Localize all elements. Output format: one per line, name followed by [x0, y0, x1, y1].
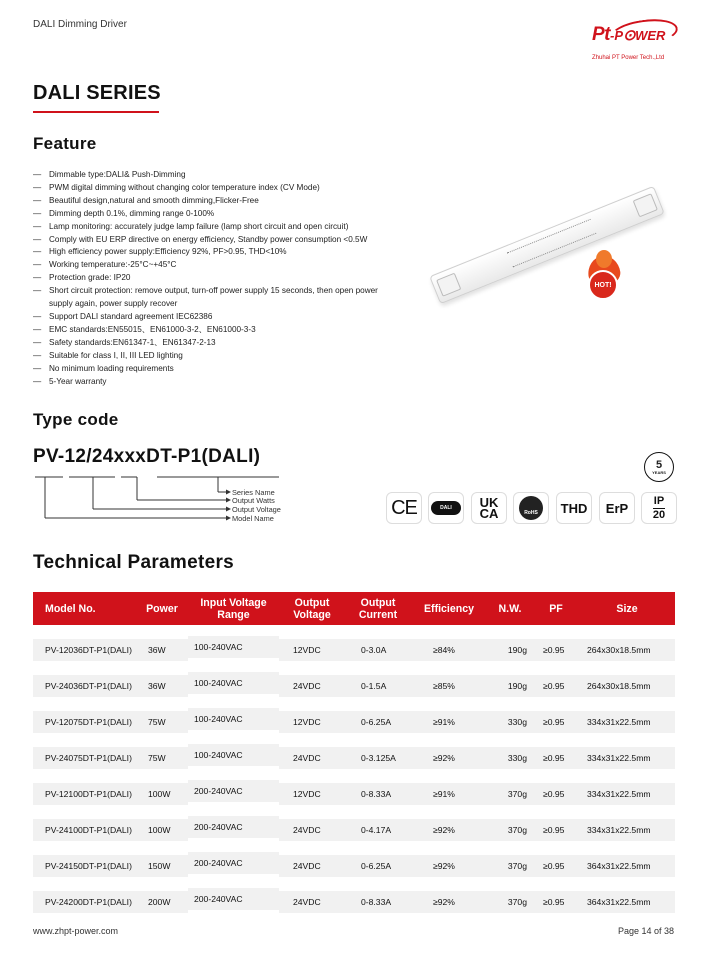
- table-row-spacer: [33, 733, 675, 747]
- output-current-cell: 0-3.125A: [345, 747, 411, 769]
- pf-cell: ≥0.95: [533, 891, 579, 913]
- model-cell: PV-24075DT-P1(DALI): [33, 747, 136, 769]
- type-code-string: PV-12/24xxxDT-P1(DALI): [33, 446, 261, 467]
- input-voltage-cell: 100-240VAC: [188, 744, 279, 766]
- power-cell: 36W: [136, 675, 188, 697]
- nw-cell: 370g: [487, 819, 533, 841]
- column-header-input-voltage: Input Voltage Range: [188, 592, 279, 625]
- feature-item-text: Dimmable type:DALI& Push-Dimming: [49, 170, 186, 179]
- legend-output-watts: Output Watts: [232, 496, 275, 505]
- hot-flame-icon: [584, 256, 624, 300]
- model-cell: PV-24150DT-P1(DALI): [33, 855, 136, 877]
- input-voltage-cell: 200-240VAC: [188, 780, 279, 802]
- size-cell: 334x31x22.5mm: [579, 783, 675, 805]
- feature-item-text: No minimum loading requirements: [49, 363, 174, 373]
- pf-cell: ≥0.95: [533, 639, 579, 661]
- output-current-cell: 0-3.0A: [345, 639, 411, 661]
- feature-item: [33, 363, 398, 376]
- input-voltage-cell: 200-240VAC: [188, 852, 279, 874]
- warranty-text: YEARS: [652, 469, 666, 475]
- output-current-cell: 0-1.5A: [345, 675, 411, 697]
- feature-dash: —: [33, 221, 42, 231]
- thd-mark-icon: THD: [560, 500, 588, 516]
- output-voltage-cell: 24VDC: [279, 747, 345, 769]
- feature-item-text: Dimming depth 0.1%, dimming range 0-100%: [49, 208, 215, 218]
- pf-cell: ≥0.95: [533, 783, 579, 805]
- ukca-mark-icon: UK CA: [479, 495, 499, 521]
- feature-dash: —: [33, 208, 42, 218]
- column-header-efficiency: Efficiency: [411, 592, 487, 625]
- feature-item-text: Suitable for class I, II, III LED lighting: [49, 350, 183, 360]
- pf-cell: ≥0.95: [533, 675, 579, 697]
- technical-parameters-table: [33, 592, 675, 913]
- table-row: [33, 819, 675, 841]
- input-voltage-cell: 100-240VAC: [188, 636, 279, 658]
- feature-item-text: EMC standards:EN55015、EN61000-3-2、EN61000-3-3: [49, 324, 256, 334]
- input-voltage-cell: 100-240VAC: [188, 708, 279, 730]
- logo-subtitle: Zhuhai PT Power Tech.,Ltd: [592, 55, 665, 61]
- size-cell: 364x31x22.5mm: [579, 855, 675, 877]
- type-code-heading: Type code: [33, 410, 119, 429]
- efficiency-cell: ≥91%: [411, 783, 487, 805]
- pf-cell: ≥0.95: [533, 711, 579, 733]
- table-row: [33, 747, 675, 769]
- footer-page-number: Page 14 of 38: [617, 926, 674, 936]
- table-row-spacer: [33, 841, 675, 855]
- nw-cell: 330g: [487, 747, 533, 769]
- driver-end-cap-left: [436, 273, 461, 297]
- output-current-cell: 0-4.17A: [345, 819, 411, 841]
- power-cell: 36W: [136, 639, 188, 661]
- legend-model-name: Model Name: [232, 514, 274, 523]
- feature-dash: —: [33, 247, 42, 257]
- size-cell: 264x30x18.5mm: [579, 639, 675, 661]
- feature-item-text: 5-Year warranty: [49, 376, 107, 386]
- model-cell: PV-12100DT-P1(DALI): [33, 783, 136, 805]
- model-cell: PV-24200DT-P1(DALI): [33, 891, 136, 913]
- table-row: [33, 855, 675, 877]
- feature-item: [33, 259, 398, 272]
- output-current-cell: 0-8.33A: [345, 783, 411, 805]
- legend-series-name: Series Name: [232, 488, 275, 497]
- pf-cell: ≥0.95: [533, 819, 579, 841]
- power-cell: 200W: [136, 891, 188, 913]
- output-voltage-cell: 12VDC: [279, 783, 345, 805]
- table-row-spacer: [33, 877, 675, 891]
- nw-cell: 190g: [487, 675, 533, 697]
- model-cell: PV-24036DT-P1(DALI): [33, 675, 136, 697]
- feature-heading: Feature: [33, 134, 97, 153]
- feature-dash: —: [33, 170, 42, 179]
- column-header-output-voltage: Output Voltage: [279, 592, 345, 625]
- column-header-model: Model No.: [33, 592, 136, 625]
- hot-badge-label: HOT!: [588, 270, 618, 300]
- power-cell: 150W: [136, 855, 188, 877]
- feature-dash: —: [33, 376, 42, 386]
- output-voltage-cell: 12VDC: [279, 639, 345, 661]
- power-cell: 75W: [136, 711, 188, 733]
- efficiency-cell: ≥85%: [411, 675, 487, 697]
- feature-item: [33, 221, 398, 234]
- feature-item: [33, 272, 398, 285]
- ce-mark-icon: CE: [391, 496, 417, 519]
- legend-output-voltage: Output Voltage: [232, 505, 281, 514]
- feature-item: [33, 234, 398, 247]
- output-voltage-cell: 24VDC: [279, 675, 345, 697]
- nw-cell: 370g: [487, 783, 533, 805]
- nw-cell: 370g: [487, 855, 533, 877]
- efficiency-cell: ≥91%: [411, 711, 487, 733]
- cert-erp-badge: [599, 492, 635, 524]
- nw-cell: 190g: [487, 639, 533, 661]
- feature-dash: —: [33, 286, 42, 296]
- warranty-years: 5: [655, 458, 663, 471]
- feature-item: [33, 324, 398, 337]
- document-category-label: DALI Dimming Driver: [33, 19, 127, 30]
- efficiency-cell: ≥92%: [411, 855, 487, 877]
- column-header-size: Size: [579, 592, 675, 625]
- feature-item: [33, 208, 398, 221]
- output-voltage-cell: 24VDC: [279, 891, 345, 913]
- cert-dali-badge: [428, 492, 464, 524]
- power-cell: 100W: [136, 783, 188, 805]
- feature-dash: —: [33, 324, 42, 334]
- efficiency-cell: ≥92%: [411, 747, 487, 769]
- feature-item-text: Safety standards:EN61347-1、EN61347-2-13: [49, 337, 216, 347]
- model-cell: PV-12036DT-P1(DALI): [33, 639, 136, 661]
- efficiency-cell: ≥92%: [411, 891, 487, 913]
- size-cell: 334x31x22.5mm: [579, 819, 675, 841]
- column-header-power: Power: [136, 592, 188, 625]
- input-voltage-cell: 100-240VAC: [188, 672, 279, 694]
- output-voltage-cell: 24VDC: [279, 819, 345, 841]
- type-code-diagram: [33, 474, 313, 530]
- input-voltage-cell: 200-240VAC: [188, 816, 279, 838]
- nw-cell: 370g: [487, 891, 533, 913]
- technical-parameters-heading: Technical Parameters: [33, 552, 235, 573]
- table-header-row: [33, 592, 675, 625]
- feature-item: [33, 337, 398, 350]
- feature-item: [33, 311, 398, 324]
- feature-item: [33, 376, 398, 389]
- feature-item: [33, 350, 398, 363]
- pf-cell: ≥0.95: [533, 855, 579, 877]
- logo-wordmark: Pt-P⊙WER: [592, 24, 666, 45]
- output-current-cell: 0-8.33A: [345, 891, 411, 913]
- table-row: [33, 711, 675, 733]
- feature-dash: —: [33, 182, 42, 192]
- feature-item: [33, 195, 398, 208]
- feature-item-text: Short circuit protection: remove output, turn-off power supply 15 seconds, then open power supply again, power supply recover: [49, 286, 378, 309]
- table-row-spacer: [33, 805, 675, 819]
- series-title-underline: [33, 111, 159, 113]
- feature-item-text: High efficiency power supply:Efficiency 92%, PF>0.95, THD<10%: [49, 247, 287, 257]
- feature-dash: —: [33, 234, 42, 244]
- cert-ukca-badge: [471, 492, 507, 524]
- model-cell: PV-24100DT-P1(DALI): [33, 819, 136, 841]
- feature-item-text: Beautiful design,natural and smooth dimming,Flicker-Free: [49, 195, 259, 205]
- feature-dash: —: [33, 337, 42, 347]
- output-current-cell: 0-6.25A: [345, 711, 411, 733]
- feature-item: [33, 169, 398, 182]
- table-row: [33, 675, 675, 697]
- table-row-spacer: [33, 769, 675, 783]
- output-voltage-cell: 12VDC: [279, 711, 345, 733]
- feature-dash: —: [33, 311, 42, 321]
- input-voltage-cell: 200-240VAC: [188, 888, 279, 910]
- feature-item-text: Comply with EU ERP directive on energy efficiency, Standby power consumption <0.5W: [49, 234, 368, 244]
- feature-item: [33, 246, 398, 259]
- model-cell: PV-12075DT-P1(DALI): [33, 711, 136, 733]
- feature-item-text: Working temperature:-25°C~+45°C: [49, 260, 177, 270]
- nw-cell: 330g: [487, 711, 533, 733]
- company-logo[interactable]: [592, 20, 682, 68]
- series-title: DALI SERIES: [33, 82, 161, 104]
- driver-end-cap-right: [633, 193, 658, 217]
- feature-item: [33, 285, 398, 311]
- ip20-mark-icon: IP 20: [652, 494, 666, 521]
- size-cell: 364x31x22.5mm: [579, 891, 675, 913]
- cert-thd-badge: [556, 492, 592, 524]
- feature-dash: —: [33, 273, 42, 283]
- product-image: [420, 160, 670, 310]
- feature-dash: —: [33, 363, 42, 373]
- cert-ce-badge: [386, 492, 422, 524]
- pf-cell: ≥0.95: [533, 747, 579, 769]
- output-current-cell: 0-6.25A: [345, 855, 411, 877]
- feature-list: [33, 169, 398, 388]
- warranty-5-year-icon: [644, 452, 674, 482]
- feature-dash: —: [33, 195, 42, 205]
- column-header-output-current: Output Current: [345, 592, 411, 625]
- feature-item-text: Lamp monitoring: accurately judge lamp failure (lamp short circuit and open circuit): [49, 221, 349, 231]
- output-voltage-cell: 24VDC: [279, 855, 345, 877]
- feature-item-text: PWM digital dimming without changing color temperature index (CV Mode): [49, 182, 320, 192]
- cert-rohs-badge: [513, 492, 549, 524]
- cert-ip20-badge: [641, 492, 677, 524]
- feature-dash: —: [33, 260, 42, 270]
- power-cell: 75W: [136, 747, 188, 769]
- feature-dash: —: [33, 350, 42, 360]
- dali-logo-icon: DALI: [431, 501, 461, 515]
- table-row: [33, 783, 675, 805]
- feature-item-text: Protection grade: IP20: [49, 273, 131, 283]
- efficiency-cell: ≥92%: [411, 819, 487, 841]
- size-cell: 264x30x18.5mm: [579, 675, 675, 697]
- rohs-leaf-icon: RoHS: [519, 496, 543, 520]
- erp-mark-icon: ErP: [605, 500, 629, 516]
- power-cell: 100W: [136, 819, 188, 841]
- table-row-spacer: [33, 625, 675, 639]
- column-header-pf: PF: [533, 592, 579, 625]
- size-cell: 334x31x22.5mm: [579, 711, 675, 733]
- column-header-nw: N.W.: [487, 592, 533, 625]
- table-row: [33, 891, 675, 913]
- efficiency-cell: ≥84%: [411, 639, 487, 661]
- table-row: [33, 639, 675, 661]
- table-row-spacer: [33, 661, 675, 675]
- feature-item-text: Support DALI standard agreement IEC62386: [49, 311, 213, 321]
- table-row-spacer: [33, 697, 675, 711]
- led-driver-illustration: [429, 186, 665, 304]
- size-cell: 334x31x22.5mm: [579, 747, 675, 769]
- driver-label-area: [507, 219, 596, 268]
- footer-website-link[interactable]: www.zhpt-power.com: [33, 926, 119, 936]
- feature-item: [33, 182, 398, 195]
